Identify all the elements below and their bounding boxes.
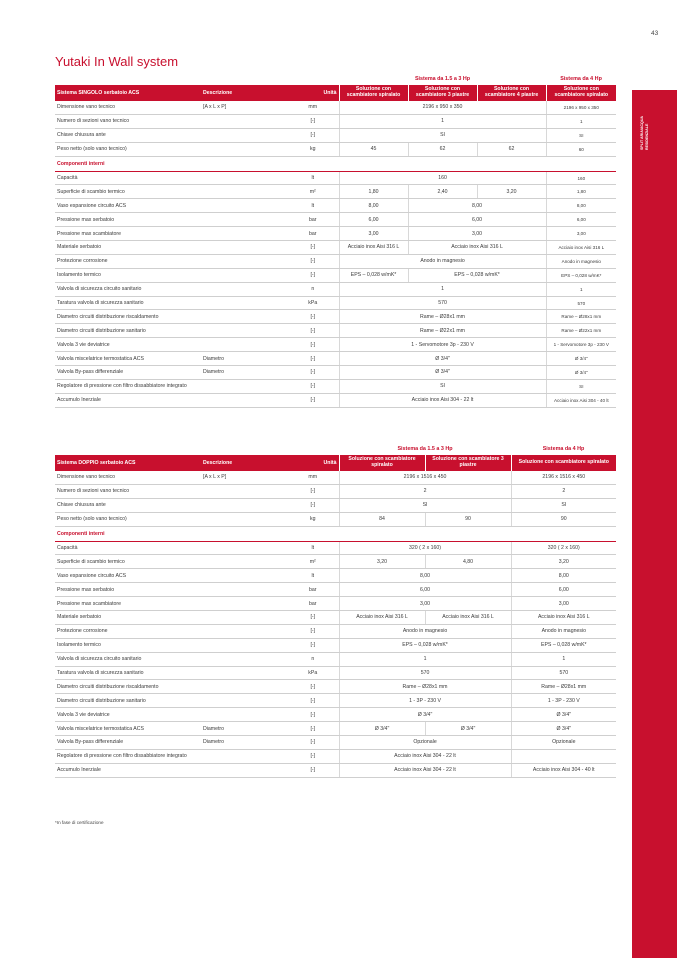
system-label-large: Sistema da 4 Hp [542, 446, 585, 452]
row-label: Diametro circuiti distribuzione sanitario [55, 324, 201, 338]
row-descrizione [201, 708, 287, 722]
row-value: 8,00 [339, 199, 408, 213]
table-row [55, 652, 616, 666]
row-unita: [-] [287, 114, 339, 128]
row-unita: [-] [287, 338, 339, 352]
row-unita: mm [287, 471, 339, 484]
row-value: Acciaio inox Aisi 316 L [425, 611, 511, 625]
row-value: Ø 3/4" [339, 708, 511, 722]
row-descrizione [201, 583, 287, 597]
row-value: 570 [546, 296, 616, 310]
row-value: 3,20 [511, 555, 616, 569]
table-row [55, 296, 616, 310]
system-label-small: Sistema da 1.5 a 3 Hp [397, 446, 453, 452]
row-value: 8,00 [339, 569, 511, 583]
row-value: 8,00 [511, 569, 616, 583]
row-descrizione [201, 199, 287, 213]
header-descrizione: Descrizione [201, 85, 287, 101]
table-row [55, 171, 616, 185]
row-value: 1 [546, 114, 616, 128]
row-unita: bar [287, 583, 339, 597]
row-value: 8,00 [408, 199, 546, 213]
table-row [55, 471, 616, 484]
row-descrizione [201, 498, 287, 512]
row-label: Valvola di sicurezza circuito sanitario [55, 282, 201, 296]
row-value: Acciaio inox Aisi 304 - 22 lt [339, 393, 546, 407]
footnote: *In fase di certificazione [55, 820, 104, 825]
row-value: 2196 x 950 x 350 [546, 101, 616, 114]
row-descrizione [201, 142, 287, 156]
row-label: Dimensione vano tecnico [55, 101, 201, 114]
row-label: Pressione max serbatoio [55, 583, 201, 597]
row-value: Opzionale [511, 736, 616, 750]
row-value: 2 [511, 484, 616, 498]
row-value: 2,40 [408, 185, 477, 199]
row-descrizione [201, 624, 287, 638]
table-row [55, 498, 616, 512]
row-value: Acciaio inox Aisi 316 L [546, 241, 616, 255]
row-descrizione: Diametro [201, 352, 287, 366]
row-label: Vaso espansione circuito ACS [55, 569, 201, 583]
row-unita: n [287, 282, 339, 296]
row-label: Dimensione vano tecnico [55, 471, 201, 484]
row-value: Acciaio inox Aisi 316 L [408, 241, 546, 255]
table-row [55, 611, 616, 625]
row-value: SI [546, 379, 616, 393]
table-row [55, 393, 616, 407]
row-value: 2196 x 1516 x 450 [511, 471, 616, 484]
table-row [55, 379, 616, 393]
row-label: Materiale serbatoio [55, 611, 201, 625]
row-label: Valvola miscelatrice termostatica ACS [55, 352, 201, 366]
table-row [55, 241, 616, 255]
table-row [55, 541, 616, 555]
row-unita: [-] [287, 352, 339, 366]
row-value: EPS – 0,028 w/mK* [339, 638, 511, 652]
row-label: Numero di sezioni vano tecnico [55, 114, 201, 128]
row-unita: [-] [287, 694, 339, 708]
row-value: 2 [339, 484, 511, 498]
row-label: Materiale serbatoio [55, 241, 201, 255]
row-unita: m² [287, 185, 339, 199]
row-label: Capacità [55, 171, 201, 185]
row-value: Rame – Ø28x1 mm [339, 310, 546, 324]
table-row [55, 736, 616, 750]
table-row [55, 708, 616, 722]
table-row [55, 763, 616, 777]
row-label: Diametro circuiti distribuzione sanitario [55, 694, 201, 708]
row-descrizione [201, 324, 287, 338]
row-value: SI [339, 128, 546, 142]
row-value: Rame – Ø28x1 mm [511, 680, 616, 694]
row-value: 320 ( 2 x 160) [511, 541, 616, 555]
row-unita: [-] [287, 722, 339, 736]
row-value: 1,80 [546, 185, 616, 199]
row-descrizione [201, 128, 287, 142]
row-label: Isolamento termico [55, 638, 201, 652]
section-componenti-interni: Componenti interni [55, 526, 616, 541]
row-unita: [-] [287, 624, 339, 638]
table-row [55, 352, 616, 366]
row-value: SI [339, 379, 546, 393]
row-value: 3,00 [339, 597, 511, 611]
system-label-large: Sistema da 4 Hp [560, 76, 602, 82]
row-value: Ø 3/4" [511, 708, 616, 722]
row-unita: [-] [287, 324, 339, 338]
row-label: Superficie di scambio termico [55, 185, 201, 199]
header-descrizione: Descrizione [201, 455, 287, 471]
row-value: Anodo in magnesio [546, 254, 616, 268]
row-value: Ø 3/4" [511, 722, 616, 736]
row-unita: kPa [287, 666, 339, 680]
row-value: Acciaio inox Aisi 316 L [339, 611, 425, 625]
row-value: 570 [339, 666, 511, 680]
table-row [55, 722, 616, 736]
header-unita: Unità [287, 85, 339, 101]
row-label: Regolatore di pressione con filtro dissabbiatore integrato [55, 749, 201, 763]
table-row [55, 185, 616, 199]
row-value: 160 [546, 171, 616, 185]
row-value: Ø 3/4" [546, 352, 616, 366]
table-row [55, 142, 616, 156]
row-value: 1 - Servomotore 3p - 230 V [546, 338, 616, 352]
row-value: 3,00 [546, 227, 616, 241]
row-descrizione [201, 393, 287, 407]
row-value: Ø 3/4" [425, 722, 511, 736]
row-value: Acciaio inox Aisi 304 - 40 lt [546, 393, 616, 407]
row-value: 1 [339, 114, 546, 128]
row-value: 6,00 [339, 583, 511, 597]
row-label: Accumulo Inerziale [55, 763, 201, 777]
row-value: Rame – Ø28x1 mm [339, 680, 511, 694]
table-row [55, 512, 616, 526]
row-value: 2196 x 1516 x 450 [339, 471, 511, 484]
row-label: Numero di sezioni vano tecnico [55, 484, 201, 498]
row-unita: [-] [287, 680, 339, 694]
table-row [55, 680, 616, 694]
row-unita: bar [287, 597, 339, 611]
row-value: Rame – Ø22x1 mm [339, 324, 546, 338]
row-descrizione [201, 227, 287, 241]
row-value: 4,80 [425, 555, 511, 569]
row-value: Acciaio inox Aisi 304 - 22 lt [339, 763, 511, 777]
row-value: 1 - Servomotore 3p - 230 V [339, 338, 546, 352]
section-componenti-interni: Componenti interni [55, 156, 616, 171]
row-unita: [-] [287, 241, 339, 255]
table-row [55, 749, 616, 763]
row-unita: lt [287, 541, 339, 555]
row-descrizione [201, 555, 287, 569]
row-unita: lt [287, 199, 339, 213]
row-unita: [-] [287, 379, 339, 393]
row-descrizione [201, 749, 287, 763]
table-row [55, 366, 616, 380]
row-unita: [-] [287, 128, 339, 142]
spacer [55, 443, 339, 455]
spacer [55, 73, 339, 85]
row-value: 8,00 [546, 199, 616, 213]
row-descrizione [201, 611, 287, 625]
row-unita: [-] [287, 498, 339, 512]
row-value: 3,00 [339, 227, 408, 241]
row-unita: kPa [287, 296, 339, 310]
row-value: Rame – Ø28x1 mm [546, 310, 616, 324]
row-unita: kg [287, 142, 339, 156]
row-label: Valvola 3 vie deviatrice [55, 338, 201, 352]
row-label: Protezione corrosione [55, 624, 201, 638]
row-label: Capacità [55, 541, 201, 555]
table-row [55, 597, 616, 611]
row-value: EPS – 0,028 w/mK* [408, 268, 546, 282]
row-label: Valvola By-pass differenziale [55, 736, 201, 750]
row-descrizione [201, 114, 287, 128]
header-sol-spiralato-4hp: Soluzione con scambiatore spiralato [546, 85, 616, 101]
row-unita: lt [287, 171, 339, 185]
row-unita: bar [287, 213, 339, 227]
row-value: 6,00 [339, 213, 408, 227]
row-unita: kg [287, 512, 339, 526]
sidebar-label-line2: RESIDENZIALE [644, 123, 649, 150]
row-label: Pressione max serbatoio [55, 213, 201, 227]
row-unita: [-] [287, 366, 339, 380]
row-value: 45 [339, 142, 408, 156]
row-value: 1,80 [339, 185, 408, 199]
row-value: SI [546, 128, 616, 142]
row-unita: [-] [287, 708, 339, 722]
row-unita: [-] [287, 611, 339, 625]
row-descrizione [201, 694, 287, 708]
table-row [55, 569, 616, 583]
row-value: 62 [408, 142, 477, 156]
row-label: Taratura valvola di sicurezza sanitario [55, 296, 201, 310]
row-descrizione [201, 763, 287, 777]
table-row [55, 324, 616, 338]
table-row [55, 310, 616, 324]
row-unita: [-] [287, 638, 339, 652]
row-descrizione: [A x L x P] [201, 471, 287, 484]
row-descrizione: Diametro [201, 366, 287, 380]
row-label: Peso netto (solo vano tecnico) [55, 512, 201, 526]
row-descrizione [201, 379, 287, 393]
sidebar-band [632, 90, 677, 958]
table-row [55, 101, 616, 114]
row-label: Isolamento termico [55, 268, 201, 282]
row-value: Anodo in magnesio [339, 624, 511, 638]
row-descrizione [201, 310, 287, 324]
row-unita: [-] [287, 393, 339, 407]
row-value: Acciaio inox Aisi 304 - 40 lt [511, 763, 616, 777]
row-value: 90 [511, 512, 616, 526]
row-descrizione: [A x L x P] [201, 101, 287, 114]
row-unita: bar [287, 227, 339, 241]
row-value: 1 [546, 282, 616, 296]
table-row [55, 484, 616, 498]
table-row [55, 254, 616, 268]
page-number: 43 [651, 30, 659, 37]
row-unita: mm [287, 101, 339, 114]
row-value: 570 [339, 296, 546, 310]
row-label: Vaso espansione circuito ACS [55, 199, 201, 213]
system-label-small: Sistema da 1.5 a 3 Hp [414, 76, 471, 82]
row-label: Regolatore di pressione con filtro dissabbiatore integrato [55, 379, 201, 393]
row-descrizione [201, 512, 287, 526]
header-sol-3-piastre: Soluzione con scambiatore 3 piastre [408, 85, 477, 101]
row-value: Opzionale [339, 736, 511, 750]
table-row [55, 666, 616, 680]
table-row [55, 114, 616, 128]
row-value: 84 [339, 512, 425, 526]
row-label: Accumulo Inerziale [55, 393, 201, 407]
row-value: 3,00 [511, 597, 616, 611]
row-descrizione: Diametro [201, 722, 287, 736]
row-descrizione [201, 652, 287, 666]
row-value: 6,00 [546, 213, 616, 227]
table-header-title: Sistema SINGOLO serbatoio ACS [55, 85, 201, 101]
row-unita: [-] [287, 484, 339, 498]
row-label: Valvola By-pass differenziale [55, 366, 201, 380]
row-value: 3,00 [408, 227, 546, 241]
header-sol-spiralato: Soluzione con scambiatore spiralato [339, 455, 425, 471]
row-value: 2196 x 950 x 350 [339, 101, 546, 114]
header-sol-3-piastre: Soluzione con scambiatore 3 piastre [425, 455, 511, 471]
row-value: 6,00 [511, 583, 616, 597]
table-row [55, 213, 616, 227]
row-value: Ø 3/4" [339, 366, 546, 380]
row-value: Rame – Ø22x1 mm [546, 324, 616, 338]
row-value: 6,00 [408, 213, 546, 227]
row-value: 62 [477, 142, 546, 156]
table-row [55, 128, 616, 142]
header-sol-spiralato: Soluzione con scambiatore spiralato [339, 85, 408, 101]
row-value: 1 - 3P - 230 V [511, 694, 616, 708]
table-row [55, 282, 616, 296]
row-value: Anodo in magnesio [511, 624, 616, 638]
row-descrizione [201, 338, 287, 352]
row-unita: m² [287, 555, 339, 569]
row-value: 60 [546, 142, 616, 156]
row-descrizione [201, 213, 287, 227]
row-label: Protezione corrosione [55, 254, 201, 268]
row-descrizione [201, 282, 287, 296]
table-row [55, 694, 616, 708]
row-value: 320 ( 2 x 160) [339, 541, 511, 555]
row-descrizione [201, 171, 287, 185]
row-unita: [-] [287, 254, 339, 268]
row-unita: [-] [287, 268, 339, 282]
row-value: 1 [511, 652, 616, 666]
row-value: Anodo in magnesio [339, 254, 546, 268]
table-row [55, 583, 616, 597]
row-value: 1 [339, 282, 546, 296]
header-sol-4-piastre: Soluzione con scambiatore 4 piastre [477, 85, 546, 101]
row-value: EPS – 0,028 w/mK* [511, 638, 616, 652]
table-row [55, 199, 616, 213]
table-row [55, 638, 616, 652]
row-label: Valvola di sicurezza circuito sanitario [55, 652, 201, 666]
table-row [55, 555, 616, 569]
row-value [511, 749, 616, 763]
row-descrizione: Diametro [201, 736, 287, 750]
row-label: Pressione max scambiatore [55, 227, 201, 241]
row-descrizione [201, 185, 287, 199]
row-value: Acciaio inox Aisi 316 L [511, 611, 616, 625]
row-descrizione [201, 569, 287, 583]
row-value: 570 [511, 666, 616, 680]
row-value: EPS – 0,028 w/mK* [546, 268, 616, 282]
sidebar-label-line1: SPLIT ARIA/ACQUA [640, 115, 644, 150]
row-value: Ø 3/4" [339, 722, 425, 736]
row-descrizione [201, 296, 287, 310]
row-descrizione [201, 241, 287, 255]
row-label: Diametro circuiti distribuzione riscaldamento [55, 680, 201, 694]
row-value: Acciaio inox Aisi 316 L [339, 241, 408, 255]
row-unita: [-] [287, 749, 339, 763]
row-label: Valvola miscelatrice termostatica ACS [55, 722, 201, 736]
table-row [55, 338, 616, 352]
table-row [55, 268, 616, 282]
row-label: Valvola 3 vie deviatrice [55, 708, 201, 722]
row-descrizione [201, 666, 287, 680]
table-doppio [55, 443, 616, 778]
row-value: Acciaio inox Aisi 304 - 22 lt [339, 749, 511, 763]
row-value: Ø 3/4" [546, 366, 616, 380]
row-value: SI [511, 498, 616, 512]
header-sol-spiralato-4hp: Soluzione con scambiatore spiralato [511, 455, 616, 471]
row-value: SI [339, 498, 511, 512]
row-value: 1 - 3P - 230 V [339, 694, 511, 708]
row-unita: n [287, 652, 339, 666]
row-value: 90 [425, 512, 511, 526]
row-label: Taratura valvola di sicurezza sanitario [55, 666, 201, 680]
row-unita: [-] [287, 763, 339, 777]
row-descrizione [201, 484, 287, 498]
row-label: Chiave chiusura ante [55, 498, 201, 512]
table-row [55, 227, 616, 241]
row-value: 1 [339, 652, 511, 666]
row-descrizione [201, 268, 287, 282]
row-label: Peso netto (solo vano tecnico) [55, 142, 201, 156]
row-descrizione [201, 638, 287, 652]
row-label: Chiave chiusura ante [55, 128, 201, 142]
header-unita: Unità [287, 455, 339, 471]
row-unita: [-] [287, 736, 339, 750]
row-descrizione [201, 597, 287, 611]
row-label: Pressione max scambiatore [55, 597, 201, 611]
page-title: Yutaki In Wall system [55, 54, 179, 69]
row-value: EPS – 0,028 w/mK* [339, 268, 408, 282]
row-unita: lt [287, 569, 339, 583]
table-header-title: Sistema DOPPIO serbatoio ACS [55, 455, 201, 471]
row-descrizione [201, 254, 287, 268]
row-value: 3,20 [339, 555, 425, 569]
row-label: Diametro circuiti distribuzione riscaldamento [55, 310, 201, 324]
row-value: Ø 3/4" [339, 352, 546, 366]
row-unita: [-] [287, 310, 339, 324]
table-row [55, 624, 616, 638]
row-value: 3,20 [477, 185, 546, 199]
table-singolo [55, 73, 616, 408]
row-descrizione [201, 541, 287, 555]
row-descrizione [201, 680, 287, 694]
row-label: Superficie di scambio termico [55, 555, 201, 569]
row-value: 160 [339, 171, 546, 185]
